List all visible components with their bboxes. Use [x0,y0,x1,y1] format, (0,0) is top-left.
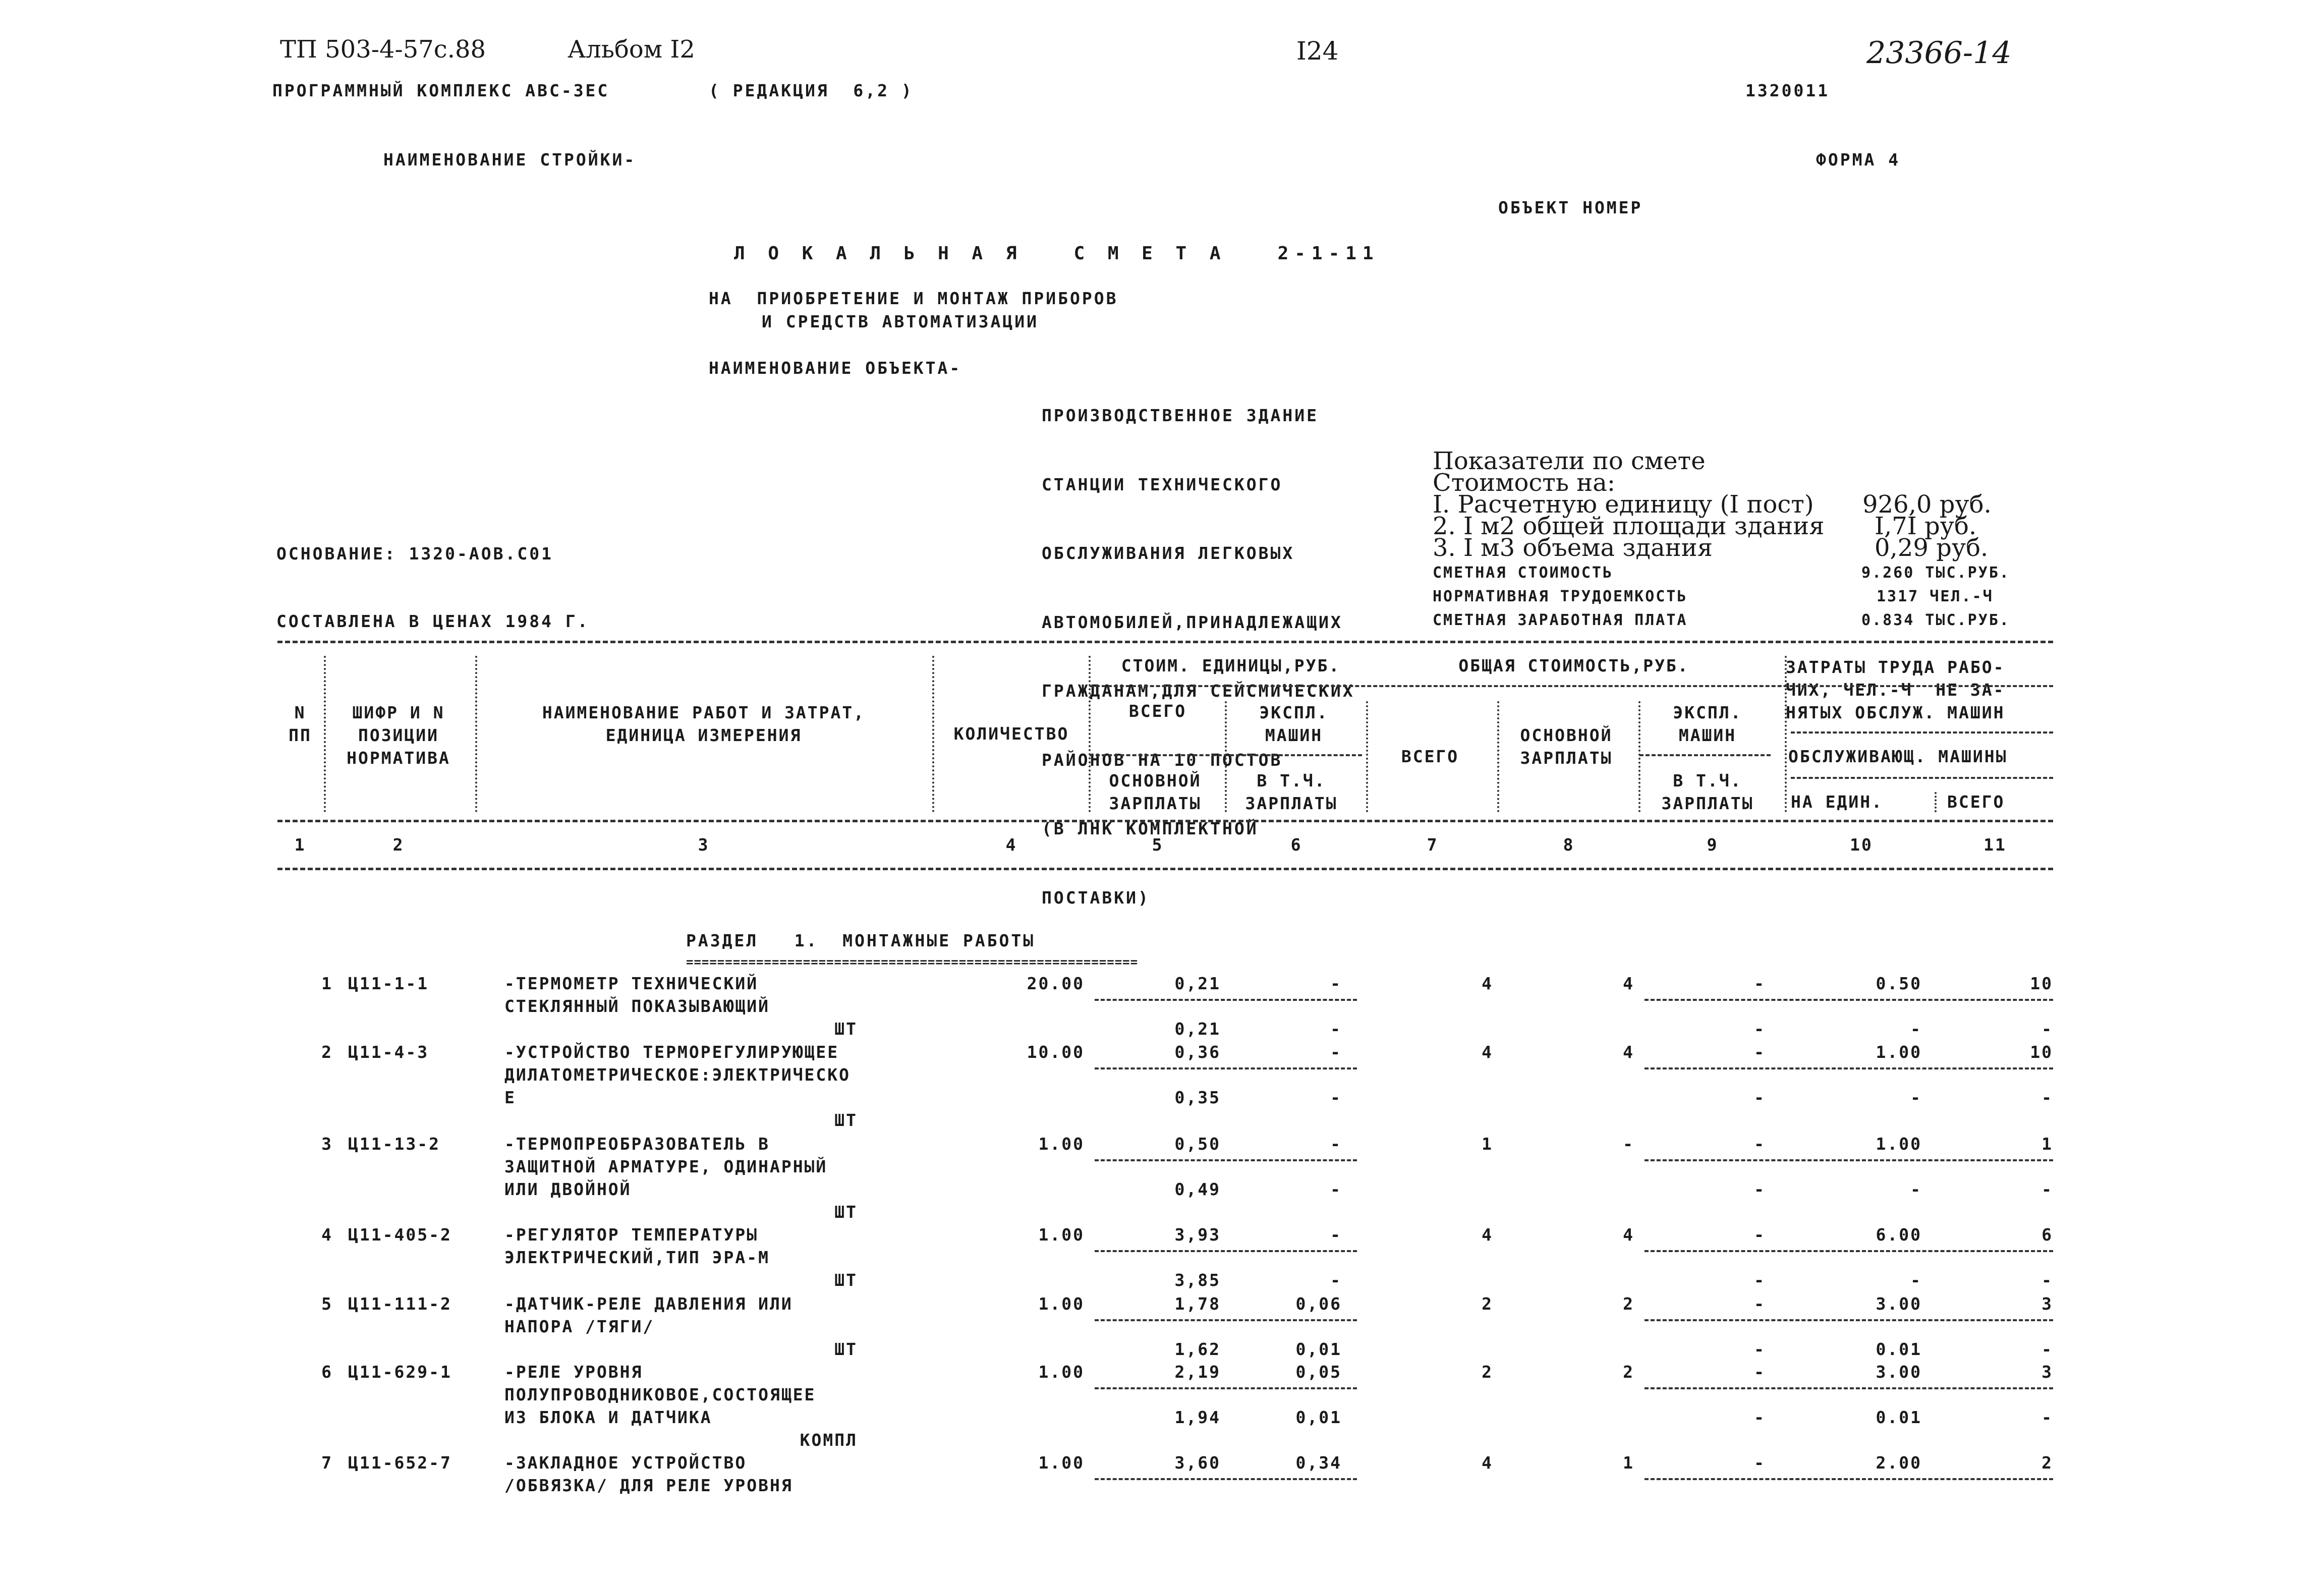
row-separator [1645,1250,2053,1252]
col-header-base: ОСНОВНОЙ ЗАРПЛАТЫ [1109,771,1202,813]
row-unit: ШТ [834,1339,858,1359]
row-unit-cost-all: 0,36 [1174,1042,1221,1062]
row-quantity: 20.00 [1027,974,1085,993]
col-number: 9 [1707,835,1719,855]
row-unit-cost-all: 0,21 [1174,974,1221,993]
header-bottom-rule [277,820,2053,822]
row-quantity: 1.00 [1038,1225,1085,1245]
indicator-value: 0,29 руб. [1875,534,1989,562]
row-quantity: 1.00 [1038,1362,1085,1382]
row-labor-total: 2 [2042,1453,2053,1473]
row-unit-cost-mach: - [1330,1225,1342,1245]
col-header-serv: ОБСЛУЖИВАЮЩ. МАШИНЫ [1788,747,2008,766]
col-divider [1497,701,1499,812]
row-unit-incl-pay: 0,01 [1295,1339,1342,1359]
row-total-base: 4 [1623,1042,1634,1062]
indicator-value: I,7I руб. [1875,512,1977,540]
basis-label: ОСНОВАНИЕ: 1320-АОВ.С01 [276,544,553,563]
row-work-name: -УСТРОЙСТВО ТЕРМОРЕГУЛИРУЮЩЕЕ [504,1042,839,1062]
row-total-mach: - [1754,1362,1766,1382]
row-labor-per-unit: 3.00 [1876,1362,1922,1382]
row-unit-cost-all: 1,78 [1174,1294,1221,1314]
col-divider [324,656,326,812]
row-work-name: -ЗАКЛАДНОЕ УСТРОЙСТВО [504,1453,747,1473]
row-total-mach: - [1754,1134,1766,1154]
row-number: 6 [321,1362,333,1382]
col-header-mach: ЭКСПЛ. МАШИН [1259,703,1329,745]
construction-name-label: НАИМЕНОВАНИЕ СТРОЙКИ- [383,150,637,170]
estimate-subtitle-2: И СРЕДСТВ АВТОМАТИЗАЦИИ [762,312,1039,331]
row-serv-per-unit: - [1910,1019,1922,1039]
row-separator [1095,1159,1357,1161]
total-value: 9.260 ТЫС.РУБ. [1861,564,2010,582]
row-separator [1095,1387,1357,1389]
row-unit-cost-all: 0,50 [1174,1134,1221,1154]
form-label: ФОРМА 4 [1816,150,1901,170]
col-header-base2: ОСНОВНОЙ ЗАРПЛАТЫ [1520,725,1613,768]
row-number: 3 [321,1134,333,1154]
section-title: РАЗДЕЛ 1. МОНТАЖНЫЕ РАБОТЫ [686,931,1036,950]
col-number: 8 [1563,835,1575,855]
row-serv-total: - [2042,1179,2053,1199]
col-header-incl: В Т.Ч. ЗАРПЛАТЫ [1245,771,1338,813]
row-separator [1645,999,2053,1001]
row-code: Ц11-4-3 [348,1042,429,1062]
col-number: 10 [1850,835,1873,855]
row-unit-incl-pay: - [1330,1270,1342,1290]
col-number: 2 [392,835,405,855]
col-number: 6 [1290,835,1302,855]
row-unit-cost-mach: - [1330,1134,1342,1154]
row-labor-per-unit: 6.00 [1876,1225,1922,1245]
header-rule [1791,777,2053,779]
row-code: Ц11-13-2 [348,1134,440,1154]
row-total-base: 2 [1623,1294,1634,1314]
object-name-line: ГРАЖДАНАМ,ДЛЯ СЕЙСМИЧЕСКИХ [1042,681,1355,701]
row-serv-total: - [2042,1339,2053,1359]
row-work-name: -ДАТЧИК-РЕЛЕ ДАВЛЕНИЯ ИЛИ [504,1294,793,1314]
row-quantity: 10.00 [1027,1042,1085,1062]
row-total-all: 2 [1482,1294,1493,1314]
row-unit-incl-pay: - [1330,1019,1342,1039]
row-unit: ШТ [834,1270,858,1290]
row-serv-per-unit: - [1910,1270,1922,1290]
row-labor-per-unit: 2.00 [1876,1453,1922,1473]
row-unit-base-pay: 1,62 [1174,1339,1221,1359]
col-header-labor: ЗАТРАТЫ ТРУДА РАБО- ЧИХ, ЧЕЛ.-Ч НЕ ЗА- НЯТЫХ ОБСЛУЖ. МАШИН [1786,657,2005,722]
row-labor-per-unit: 3.00 [1876,1294,1922,1314]
row-labor-total: 6 [2042,1225,2053,1245]
prices-label: СОСТАВЛЕНА В ЦЕНАХ 1984 Г. [276,611,590,631]
header-rule [1090,685,2053,687]
indicators-title: Показатели по смете [1433,447,1706,475]
row-unit-cost-all: 3,93 [1174,1225,1221,1245]
row-unit-base-pay: 0,35 [1174,1088,1221,1107]
object-name-line: СТАНЦИИ ТЕХНИЧЕСКОГО [1042,474,1283,494]
row-total-mach: - [1754,1294,1766,1314]
row-unit: ШТ [834,1019,858,1039]
object-number-label: ОБЪЕКТ НОМЕР [1498,198,1643,217]
album-label: Альбом I2 [568,35,695,64]
row-unit-cost-mach: - [1330,1042,1342,1062]
table-top-rule [277,641,2053,643]
object-name-line: ОБСЛУЖИВАНИЯ ЛЕГКОВЫХ [1042,543,1295,563]
row-separator [1095,1067,1357,1069]
row-unit-cost-mach: - [1330,974,1342,993]
row-total-incl-pay: - [1754,1088,1766,1107]
row-number: 2 [321,1042,333,1062]
row-total-all: 1 [1482,1134,1493,1154]
row-unit-base-pay: 3,85 [1174,1270,1221,1290]
row-work-name: НАПОРА /ТЯГИ/ [504,1317,655,1336]
page-number: I24 [1296,36,1339,66]
object-name-label: НАИМЕНОВАНИЕ ОБЪЕКТА- [709,358,962,378]
row-number: 5 [321,1294,333,1314]
col-header-qty: КОЛИЧЕСТВО [953,724,1069,744]
row-work-name: ИЗ БЛОКА И ДАТЧИКА [504,1407,712,1427]
row-total-base: 4 [1623,1225,1634,1245]
row-separator [1095,1319,1357,1321]
row-unit: ШТ [834,1202,858,1222]
row-separator [1095,1250,1357,1252]
row-serv-per-unit: - [1910,1179,1922,1199]
row-total-base: 1 [1623,1453,1634,1473]
row-work-name: ЭЛЕКТРИЧЕСКИЙ,ТИП ЭРА-М [504,1248,770,1267]
row-unit: КОМПЛ [800,1430,858,1450]
row-labor-total: 10 [2030,1042,2053,1062]
row-total-mach: - [1754,1042,1766,1062]
col-number: 3 [698,835,710,855]
row-unit-cost-mach: 0,05 [1295,1362,1342,1382]
col-divider [932,656,934,812]
row-unit-base-pay: 0,49 [1174,1179,1221,1199]
row-separator [1645,1159,2053,1161]
row-serv-per-unit: - [1910,1088,1922,1107]
indicators-cost-on: Стоимость на: [1433,469,1616,497]
row-unit-base-pay: 0,21 [1174,1019,1221,1039]
row-separator [1645,1319,2053,1321]
row-quantity: 1.00 [1038,1134,1085,1154]
row-quantity: 1.00 [1038,1294,1085,1314]
indicator-value: 926,0 руб. [1862,490,1992,519]
row-total-all: 2 [1482,1362,1493,1382]
row-quantity: 1.00 [1038,1453,1085,1473]
row-code: Ц11-1-1 [348,974,429,993]
program-edition: ( РЕДАКЦИЯ 6,2 ) [709,81,914,100]
row-labor-total: 3 [2042,1362,2053,1382]
row-work-name: ПОЛУПРОВОДНИКОВОЕ,СОСТОЯЩЕЕ [504,1385,816,1404]
row-work-name: ЗАЩИТНОЙ АРМАТУРЕ, ОДИНАРНЫЙ [504,1157,828,1176]
total-label: НОРМАТИВНАЯ ТРУДОЕМКОСТЬ [1433,588,1688,605]
row-total-all: 4 [1482,1225,1493,1245]
object-name-line: АВТОМОБИЛЕЙ,ПРИНАДЛЕЖАЩИХ [1042,612,1343,632]
row-work-name: -ТЕРМОМЕТР ТЕХНИЧЕСКИЙ [504,974,759,993]
object-name-line: РАЙОНОВ НА 10 ПОСТОВ [1042,750,1283,770]
table-numbers-rule [277,868,2053,870]
row-total-mach: - [1754,974,1766,993]
row-work-name: -РЕЛЕ УРОВНЯ [504,1362,643,1382]
row-unit-cost-all: 3,60 [1174,1453,1221,1473]
row-work-name: СТЕКЛЯННЫЙ ПОКАЗЫВАЮЩИЙ [504,996,770,1016]
estimate-subtitle-1: НА ПРИОБРЕТЕНИЕ И МОНТАЖ ПРИБОРОВ [709,289,1118,308]
col-number: 4 [1005,835,1017,855]
row-unit-base-pay: 1,94 [1174,1407,1221,1427]
row-code: Ц11-652-7 [348,1453,452,1473]
row-work-name: -РЕГУЛЯТОР ТЕМПЕРАТУРЫ [504,1225,759,1245]
row-total-base: - [1623,1134,1634,1154]
indicator-label: I. Расчетную единицу (I пост) [1433,490,1814,519]
header-rule [1639,754,1771,756]
row-unit-cost-mach: 0,06 [1295,1294,1342,1314]
doc-ref: ТП 503-4-57с.88 [280,35,486,64]
col-header-name: НАИМЕНОВАНИЕ РАБОТ И ЗАТРАТ, ЕДИНИЦА ИЗМЕРЕНИЯ [542,703,866,745]
indicator-label: 2. I м2 общей площади здания [1433,512,1825,540]
row-labor-per-unit: 1.00 [1876,1134,1922,1154]
row-total-incl-pay: - [1754,1019,1766,1039]
row-work-name: ДИЛАТОМЕТРИЧЕСКОЕ:ЭЛЕКТРИЧЕСКО [504,1065,851,1085]
col-number: 1 [294,835,306,855]
row-serv-per-unit: 0.01 [1876,1407,1922,1427]
col-number: 7 [1427,835,1439,855]
row-labor-per-unit: 0.50 [1876,974,1922,993]
object-name-line: ПРОИЗВОДСТВЕННОЕ ЗДАНИЕ [1042,406,1319,425]
row-code: Ц11-405-2 [348,1225,452,1245]
col-header-mach2: ЭКСПЛ. МАШИН [1673,703,1742,745]
col-header-all2: ВСЕГО [1401,747,1459,766]
col-divider [1225,701,1227,812]
object-name-line: (В ЛНК КОМПЛЕКТНОЙ [1042,819,1259,838]
row-code: Ц11-111-2 [348,1294,452,1314]
program-name: ПРОГРАММНЫЙ КОМПЛЕКС АВС-3ЕС [272,81,610,100]
row-work-name: /ОБВЯЗКА/ ДЛЯ РЕЛЕ УРОВНЯ [504,1476,793,1495]
row-separator [1095,999,1357,1001]
row-work-name: ИЛИ ДВОЙНОЙ [504,1179,632,1199]
row-number: 1 [321,974,333,993]
row-unit-cost-all: 2,19 [1174,1362,1221,1382]
col-header-per-unit: НА ЕДИН. [1791,792,1883,812]
row-total-all: 4 [1482,1042,1493,1062]
col-header-all: ВСЕГО [1128,701,1187,721]
row-unit: ШТ [834,1110,858,1130]
row-work-name: -ТЕРМОПРЕОБРАЗОВАТЕЛЬ В [504,1134,770,1154]
row-unit-incl-pay: - [1330,1088,1342,1107]
header-rule [1791,731,2053,734]
program-code: 1320011 [1745,81,1830,100]
row-serv-total: - [2042,1407,2053,1427]
row-total-all: 4 [1482,974,1493,993]
col-divider [1089,656,1091,812]
row-total-incl-pay: - [1754,1179,1766,1199]
handwritten-number: 23366-14 [1866,35,2012,71]
col-number: 5 [1152,835,1164,855]
row-serv-total: - [2042,1270,2053,1290]
row-total-mach: - [1754,1225,1766,1245]
col-divider [1638,701,1640,812]
row-unit-incl-pay: 0,01 [1295,1407,1342,1427]
row-separator [1645,1387,2053,1389]
row-labor-per-unit: 1.00 [1876,1042,1922,1062]
row-separator [1645,1067,2053,1069]
row-total-incl-pay: - [1754,1407,1766,1427]
col-header-total-cost: ОБЩАЯ СТОИМОСТЬ,РУБ. [1458,656,1689,675]
row-serv-total: - [2042,1088,2053,1107]
row-code: Ц11-629-1 [348,1362,452,1382]
row-labor-total: 1 [2042,1134,2053,1154]
row-number: 7 [321,1453,333,1473]
row-total-incl-pay: - [1754,1339,1766,1359]
row-labor-total: 3 [2042,1294,2053,1314]
row-total-base: 2 [1623,1362,1634,1382]
row-serv-total: - [2042,1019,2053,1039]
row-separator [1645,1478,2053,1480]
row-total-mach: - [1754,1453,1766,1473]
total-label: СМЕТНАЯ ЗАРАБОТНАЯ ПЛАТА [1433,611,1688,629]
total-label: СМЕТНАЯ СТОИМОСТЬ [1433,564,1614,582]
row-unit-incl-pay: - [1330,1179,1342,1199]
col-number: 11 [1983,835,2007,855]
col-header-no: N ПП [289,703,312,745]
col-divider [1366,701,1368,812]
indicator-label: 3. I м3 объема здания [1433,534,1713,562]
row-total-base: 4 [1623,974,1634,993]
col-divider [1935,792,1937,812]
estimate-title: Л О К А Л Ь Н А Я С М Е Т А 2-1-11 [734,243,1380,264]
section-underline: ========================================================== [686,955,1139,969]
row-separator [1095,1478,1357,1480]
row-unit-cost-mach: 0,34 [1295,1453,1342,1473]
object-name-line: ПОСТАВКИ) [1042,887,1150,908]
row-number: 4 [321,1225,333,1245]
row-serv-per-unit: 0.01 [1876,1339,1922,1359]
row-labor-total: 10 [2030,974,2053,993]
total-value: 0.834 ТЫС.РУБ. [1861,611,2010,629]
col-header-total: ВСЕГО [1947,792,2005,812]
col-header-code: ШИФР И N ПОЗИЦИИ НОРМАТИВА [347,703,450,768]
col-divider [1785,656,1787,812]
row-work-name: Е [504,1088,516,1107]
col-header-incl2: В Т.Ч. ЗАРПЛАТЫ [1661,771,1754,813]
col-divider [475,656,477,812]
row-total-incl-pay: - [1754,1270,1766,1290]
row-total-all: 4 [1482,1453,1493,1473]
total-value: 1317 ЧЕЛ.-Ч [1877,588,1994,605]
col-header-unit-cost: СТОИМ. ЕДИНИЦЫ,РУБ. [1121,656,1341,675]
